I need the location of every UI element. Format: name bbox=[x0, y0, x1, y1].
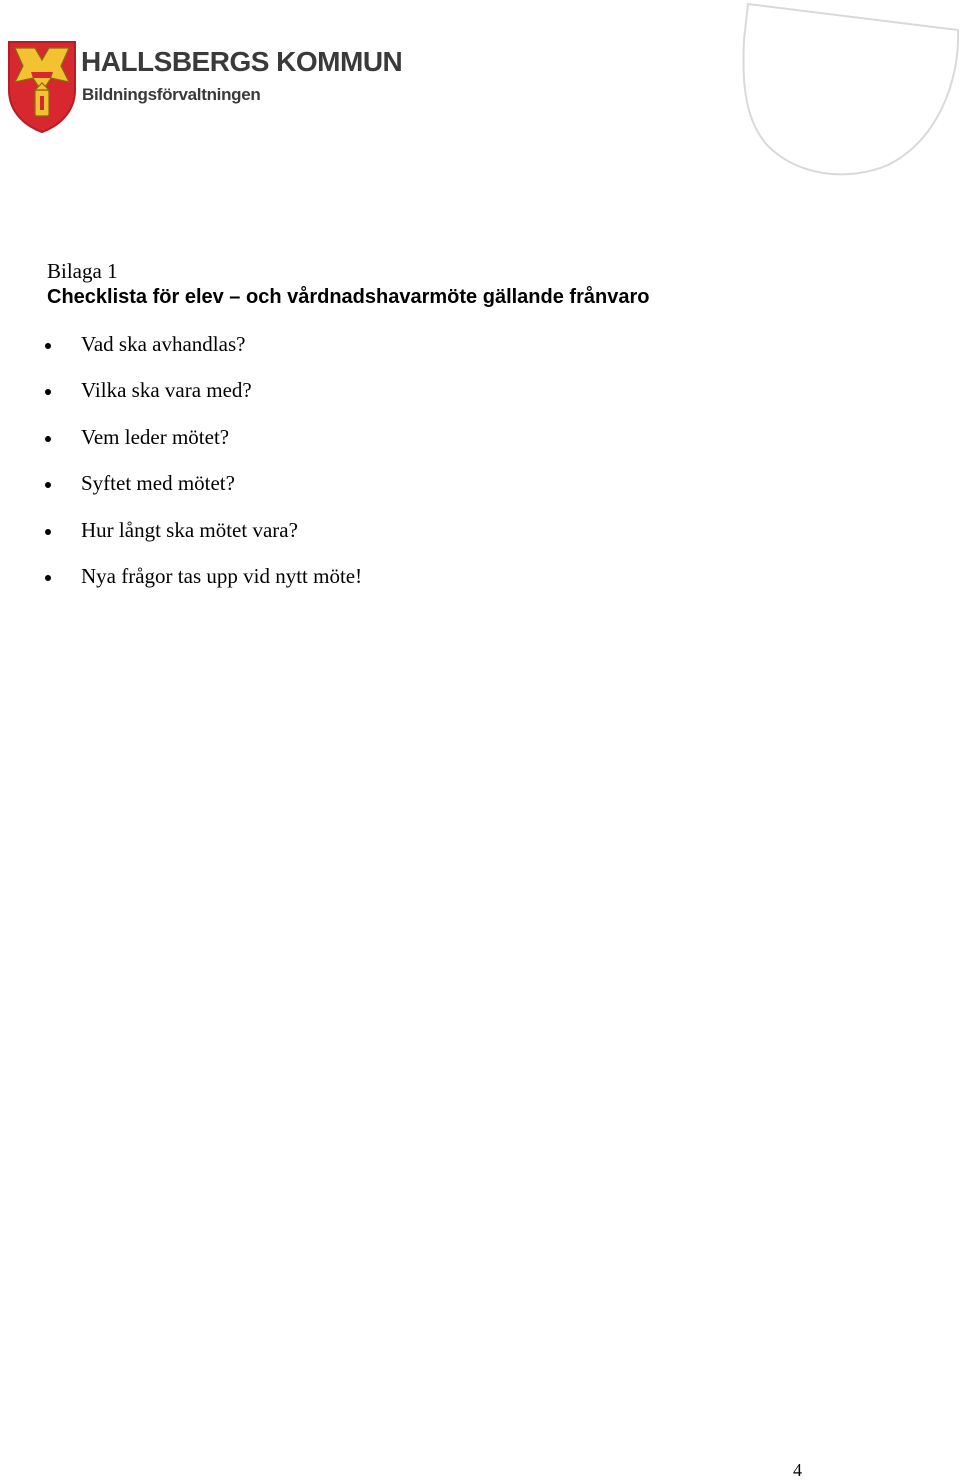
checklist-item-text: Vad ska avhandlas? bbox=[81, 332, 246, 356]
coat-of-arms-icon bbox=[5, 38, 79, 134]
checklist-item-text: Vem leder mötet? bbox=[81, 424, 230, 449]
organization-department: Bildningsförvaltningen bbox=[82, 85, 261, 104]
checklist-item-text: Hur långt ska mötet vara? bbox=[81, 517, 298, 542]
bullet-icon bbox=[45, 575, 51, 581]
checklist-item-text: Vilka ska vara med? bbox=[81, 378, 252, 403]
checklist-item-text: Syftet med mötet? bbox=[81, 471, 235, 496]
organization-logo bbox=[5, 38, 405, 134]
checklist-item bbox=[0, 331, 960, 377]
checklist-item bbox=[0, 470, 960, 516]
attachment-label: Bilaga 1 bbox=[47, 259, 118, 283]
checklist-item bbox=[0, 424, 960, 470]
bullet-icon bbox=[45, 343, 51, 349]
checklist-item-text: Nya frågor tas upp vid nytt möte! bbox=[81, 563, 363, 588]
checklist-item bbox=[0, 563, 960, 609]
page-number: 4 bbox=[793, 1460, 802, 1480]
document-title: Checklista för elev – och vårdnadshavarmöte gällande frånvaro bbox=[47, 286, 650, 308]
bullet-icon bbox=[45, 482, 51, 488]
organization-name: HALLSBERGS KOMMUN bbox=[81, 46, 403, 77]
bullet-icon bbox=[45, 389, 51, 395]
decorative-corner-shape bbox=[738, 0, 960, 180]
checklist-item bbox=[0, 517, 960, 563]
checklist bbox=[0, 331, 960, 609]
checklist-item bbox=[0, 377, 960, 423]
bullet-icon bbox=[45, 529, 51, 535]
bullet-icon bbox=[45, 436, 51, 442]
